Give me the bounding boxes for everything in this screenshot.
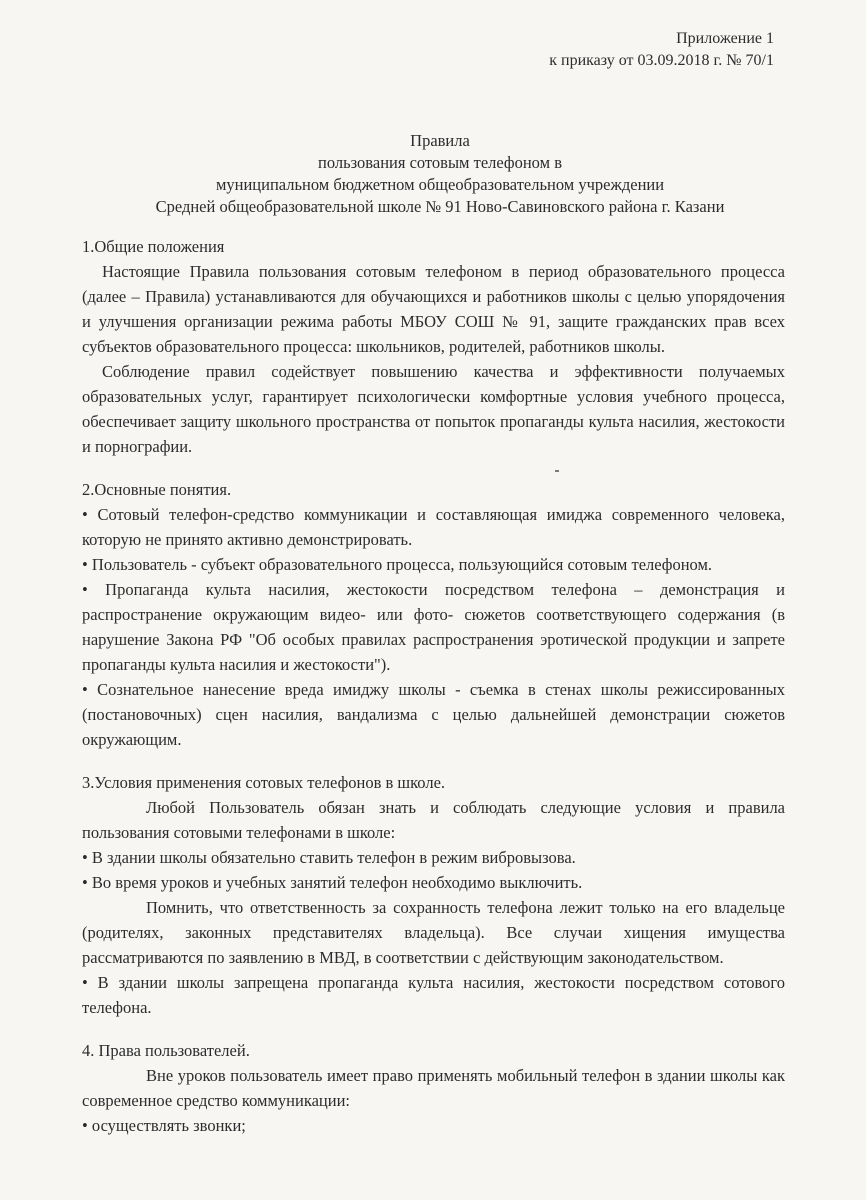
paragraph: Помнить, что ответственность за сохранность телефона лежит только на его владельце (родителях, законных представителях владельца). Все случаи хищения имущества рассматриваются по заявлению в МВД, в соответствии с действующим законодательством. (82, 898, 785, 967)
paragraph: Соблюдение правил содействует повышению качества и эффективности получаемых образовательных услуг, гарантирует психологически комфортные условия учебного процесса, обеспечивает защиту школьного пространства от попыток пропаганды культа насилия, жестокости и порнографии. (82, 362, 785, 456)
paragraph: Настоящие Правила пользования сотовым телефоном в период образовательного процесса (далее – Правила) устанавливаются для обучающихся и работников школы с целью упорядочения и улучшения организации режима работы МБОУ СОШ № 91, защите гражданских прав всех субъектов образовательного процесса: школьников, родителей, работников школы. (82, 262, 785, 356)
title-line: Средней общеобразовательной школе № 91 Ново-Савиновского района г. Казани (155, 197, 725, 216)
title-line: муниципальном бюджетном общеобразовательном учреждении (215, 175, 665, 194)
section-heading: 3.Условия применения сотовых телефонов в школе. (82, 773, 446, 792)
bullet-item: • Сознательное нанесение вреда имиджу школы - съемка в стенах школы режиссированных (постановочных) сцен насилия, вандализма с целью дальнейшей демонстрации сюжетов окружающим. (82, 680, 785, 749)
bullet-item: • Во время уроков и учебных занятий телефон необходимо выключить. (82, 873, 583, 892)
section-concepts (82, 477, 785, 752)
section-user-rights (82, 1038, 785, 1138)
paragraph: Вне уроков пользователь имеет право применять мобильный телефон в здании школы как современное средство коммуникации: (82, 1066, 785, 1110)
bullet-item: • В здании школы запрещена пропаганда культа насилия, жестокости посредством сотового телефона. (82, 973, 785, 1017)
title-line: Правила (410, 131, 470, 150)
bullet-item: • осуществлять звонки; (82, 1116, 246, 1135)
bullet-item: • В здании школы обязательно ставить телефон в режим вибровызова. (82, 848, 576, 867)
document-header (549, 28, 774, 72)
section-conditions (82, 770, 785, 1020)
section-heading: 2.Основные понятия. (82, 480, 232, 499)
document-body (82, 234, 785, 1176)
bullet-item: • Пропаганда культа насилия, жестокости посредством телефона – демонстрация и распространение окружающим видео- или фото- сюжетов соответствующего содержания (в нарушение Закона РФ "Об особых правилах распространения эротической продукции и запрете пропаганды культа насилия и жестокости"). (82, 580, 785, 674)
bullet-item: • Пользователь - субъект образовательного процесса, пользующийся сотовым телефоном. (82, 555, 713, 574)
title-line: пользования сотовым телефоном в (318, 153, 562, 172)
section-heading: 4. Права пользователей. (82, 1041, 250, 1060)
bullet-item: • Сотовый телефон-средство коммуникации и составляющая имиджа современного человека, которую не принято активно демонстрировать. (82, 505, 785, 549)
appendix-label: Приложение 1 (676, 30, 774, 47)
section-heading: 1.Общие положения (82, 237, 225, 256)
document-title (60, 130, 820, 218)
paragraph: Любой Пользователь обязан знать и соблюдать следующие условия и правила пользования сотовыми телефонами в школе: (82, 798, 785, 842)
order-reference: к приказу от 03.09.2018 г. № 70/1 (549, 52, 774, 69)
section-general (82, 234, 785, 459)
